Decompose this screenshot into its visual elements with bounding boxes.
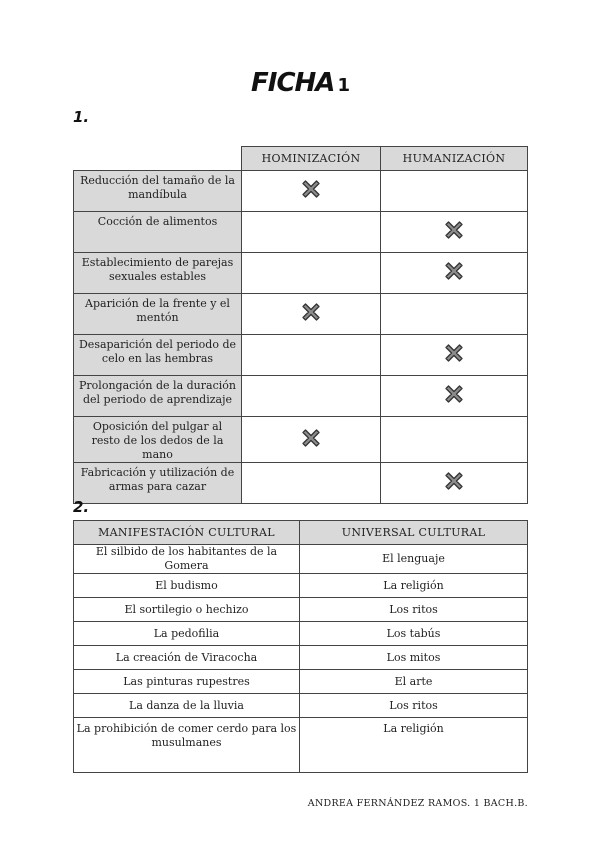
manifestacion-cell: La prohibición de comer cerdo para los musulmanes [74,718,300,773]
table1-row [74,335,528,376]
trait-label: Prolongación de la duración del periodo de aprendizaje [74,376,242,417]
table2-row [74,622,528,646]
table2-row [74,598,528,622]
universal-cell: La religión [300,718,528,773]
x-mark-icon [442,259,466,283]
x-mark-icon [442,341,466,365]
table1-row [74,253,528,294]
header-manifestacion: MANIFESTACIÓN CULTURAL [74,521,300,545]
trait-label: Aparición de la frente y el mentón [74,294,242,335]
table1-header-row [74,147,528,171]
mark-cell-humanizacion [381,171,528,212]
x-mark-icon [442,382,466,406]
mark-cell-hominizacion [242,171,381,212]
trait-label: Cocción de alimentos [74,212,242,253]
trait-label: Fabricación y utilización de armas para cazar [74,463,242,504]
header-universal: UNIVERSAL CULTURAL [300,521,528,545]
x-mark-icon [442,469,466,493]
universal-cell: El arte [300,670,528,694]
hominization-table [73,146,528,504]
mark-cell-hominizacion [242,417,381,463]
table2-row [74,670,528,694]
table1-row [74,171,528,212]
universal-cell: El lenguaje [300,545,528,574]
title-text: FICHA [251,68,335,98]
table2-body [74,545,528,773]
mark-cell-hominizacion [242,335,381,376]
manifestacion-cell: La creación de Viracocha [74,646,300,670]
mark-cell-humanizacion [381,376,528,417]
universal-cell: Los ritos [300,694,528,718]
mark-cell-humanizacion [381,417,528,463]
mark-cell-humanizacion [381,463,528,504]
table2-row [74,574,528,598]
mark-cell-hominizacion [242,376,381,417]
table1-row [74,294,528,335]
page-title [0,68,600,98]
manifestacion-cell: El budismo [74,574,300,598]
manifestacion-cell: La pedofilia [74,622,300,646]
x-mark-icon [299,426,323,450]
table2-row [74,646,528,670]
universal-cell: Los mitos [300,646,528,670]
mark-cell-humanizacion [381,294,528,335]
table1-body [74,171,528,504]
mark-cell-humanizacion [381,335,528,376]
universal-cell: Los ritos [300,598,528,622]
trait-label: Reducción del tamaño de la mandíbula [74,171,242,212]
x-mark-icon [442,218,466,242]
universal-cell: Los tabús [300,622,528,646]
table1-row [74,463,528,504]
mark-cell-humanizacion [381,253,528,294]
manifestacion-cell: La danza de la lluvia [74,694,300,718]
header-humanizacion: HUMANIZACIÓN [381,147,528,171]
x-mark-icon [299,300,323,324]
table2-row [74,545,528,574]
table1-row [74,417,528,463]
mark-cell-hominizacion [242,212,381,253]
table2-row [74,718,528,773]
x-mark-icon [299,177,323,201]
author-footer: ANDREA FERNÁNDEZ RAMOS. 1 BACH.B. [307,798,528,809]
title-number: 1 [337,75,349,96]
table1-corner [74,147,242,171]
table1-row [74,376,528,417]
cultural-table [73,520,528,773]
table2-row [74,694,528,718]
table1-row [74,212,528,253]
universal-cell: La religión [300,574,528,598]
manifestacion-cell: El sortilegio o hechizo [74,598,300,622]
table2-header-row [74,521,528,545]
mark-cell-hominizacion [242,463,381,504]
trait-label: Desaparición del periodo de celo en las hembras [74,335,242,376]
header-hominizacion: HOMINIZACIÓN [242,147,381,171]
section-1-number: 1. [73,108,90,126]
mark-cell-humanizacion [381,212,528,253]
section-2-number: 2. [73,498,90,516]
mark-cell-hominizacion [242,253,381,294]
manifestacion-cell: El silbido de los habitantes de la Gomera [74,545,300,574]
trait-label: Establecimiento de parejas sexuales estables [74,253,242,294]
mark-cell-hominizacion [242,294,381,335]
trait-label: Oposición del pulgar al resto de los dedos de la mano [74,417,242,463]
manifestacion-cell: Las pinturas rupestres [74,670,300,694]
